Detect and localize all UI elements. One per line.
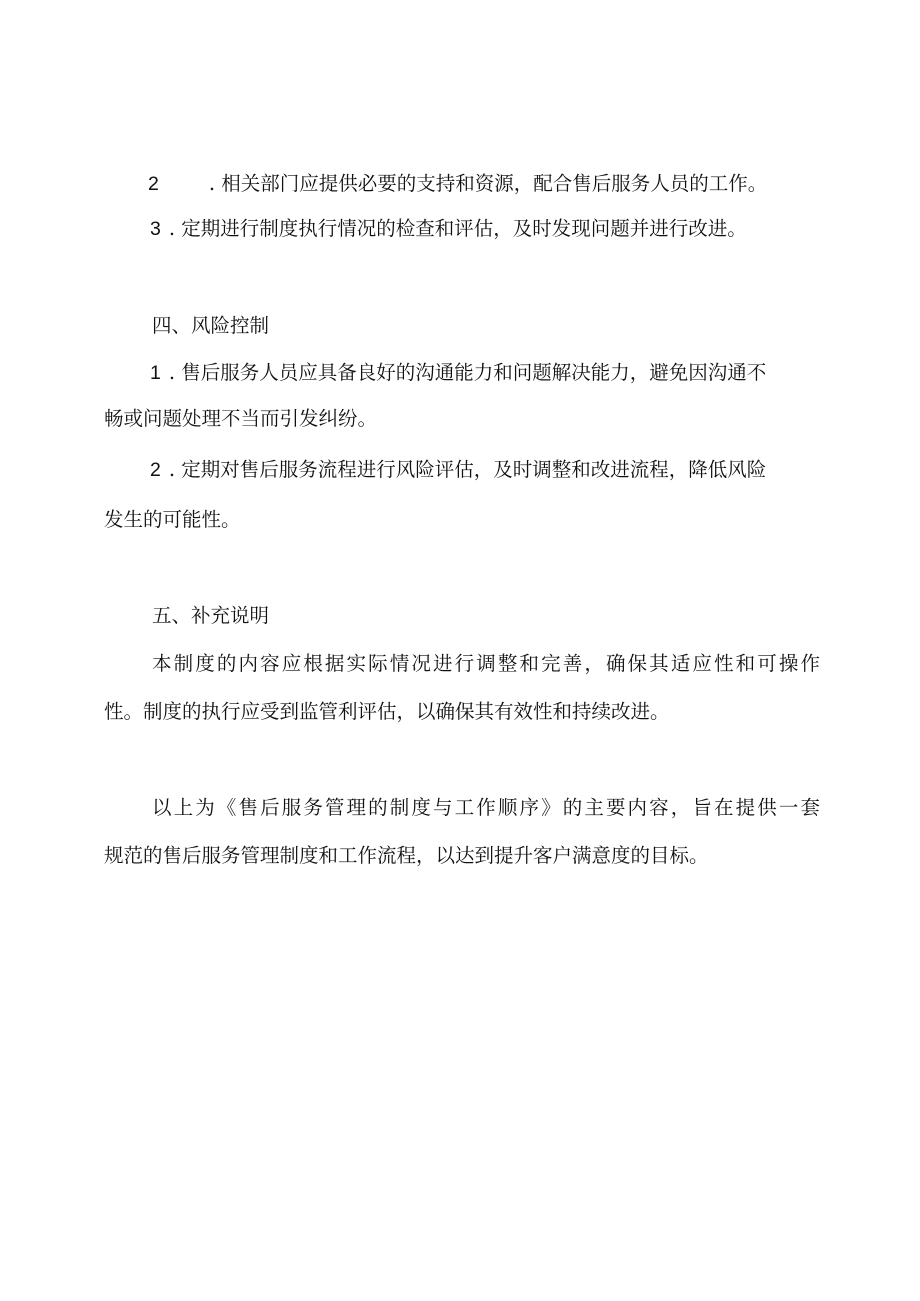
conclusion-line: 以上为《售后服务管理的制度与工作顺序》的主要内容，旨在提供一套 — [152, 796, 820, 819]
item-text: . 定期对售后服务流程进行风险评估，及时调整和改进流程，降低风险 — [168, 458, 767, 481]
list-item-3-2 — [148, 171, 767, 197]
item-text: . 相关部门应提供必要的支持和资源，配合售后服务人员的工作。 — [208, 172, 768, 195]
list-item-4-2-line1 — [150, 457, 766, 483]
list-item-4-1-line2: 畅或问题处理不当而引发纠纷。 — [104, 407, 378, 430]
paragraph-line: 本制度的内容应根据实际情况进行调整和完善，确保其适应性和可操作 — [152, 652, 820, 675]
item-text: . 定期进行制度执行情况的检查和评估，及时发现问题并进行改进。 — [168, 217, 747, 240]
item-number: 2 — [148, 173, 159, 195]
item-number: 3 — [150, 218, 161, 240]
paragraph-line: 性。制度的执行应受到监管利评估，以确保其有效性和持续改进。 — [104, 700, 670, 723]
section-heading-supplement: 五、补充说明 — [152, 604, 270, 627]
list-item-4-2-line2: 发生的可能性。 — [104, 508, 241, 531]
item-number: 1 — [150, 362, 161, 384]
conclusion-line: 规范的售后服务管理制度和工作流程，以达到提升客户满意度的目标。 — [104, 844, 709, 867]
list-item-4-1-line1 — [150, 360, 766, 386]
section-heading-risk-control: 四、风险控制 — [152, 314, 270, 337]
item-number: 2 — [150, 459, 161, 481]
list-item-3-3 — [150, 216, 747, 242]
item-text: . 售后服务人员应具备良好的沟通能力和问题解决能力，避免因沟通不 — [168, 361, 767, 384]
